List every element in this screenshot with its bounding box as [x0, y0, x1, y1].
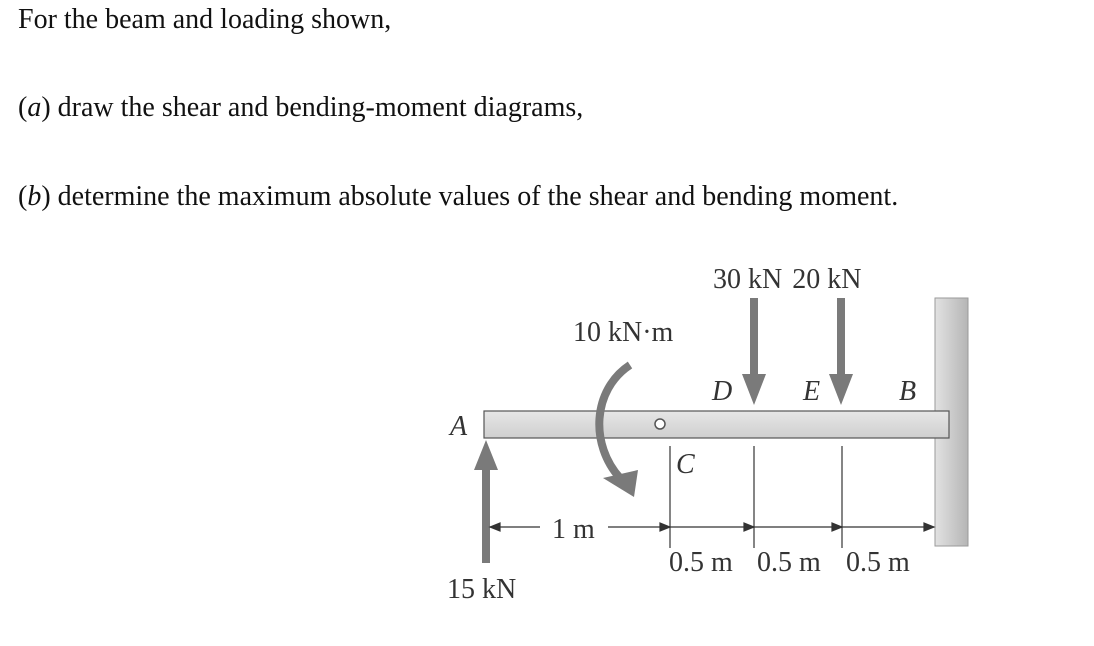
- beam: [484, 411, 949, 438]
- force-arrow-e: [829, 298, 853, 405]
- point-label-b: B: [899, 376, 917, 407]
- reaction-label-a: 15 kN: [447, 574, 517, 605]
- problem-part-b: (b) determine the maximum absolute values of the shear and bending moment.: [18, 181, 899, 212]
- force-labels-de: 30 kN 20 kN: [713, 264, 862, 295]
- couple-label: 10 kN·m: [573, 317, 674, 348]
- point-label-d: D: [712, 376, 733, 407]
- extension-lines: [670, 446, 842, 548]
- dimension-label-ac: 1 m: [552, 514, 595, 545]
- reaction-arrow-a: [474, 440, 498, 563]
- problem-part-a: (a) draw the shear and bending-moment diagrams,: [18, 92, 584, 123]
- point-label-e: E: [803, 376, 821, 407]
- dimension-label-eb: 0.5 m: [846, 547, 910, 578]
- point-c-marker: [655, 419, 665, 429]
- dimension-label-de: 0.5 m: [757, 547, 821, 578]
- problem-intro: For the beam and loading shown,: [18, 4, 392, 35]
- dimension-label-cd: 0.5 m: [669, 547, 733, 578]
- point-label-c: C: [676, 449, 695, 480]
- point-label-a: A: [450, 411, 468, 442]
- force-arrow-d: [742, 298, 766, 405]
